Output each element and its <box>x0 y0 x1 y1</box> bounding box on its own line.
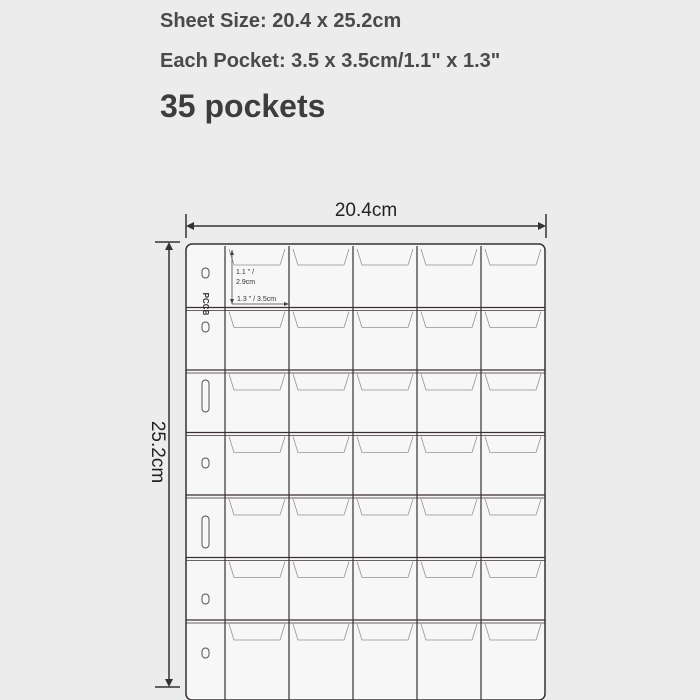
pocket-count-heading: 35 pockets <box>160 88 326 124</box>
height-dimension <box>147 242 180 687</box>
width-dimension <box>186 200 546 238</box>
sheet-size-text: Sheet Size: 20.4 x 25.2cm <box>160 10 402 32</box>
brand-text: PCCB <box>201 292 210 316</box>
height-arrow-down-icon <box>165 679 173 687</box>
sheet-outline <box>186 244 545 700</box>
pocket-width-label: 1.3 " / 3.5cm <box>237 296 277 303</box>
pocket-size-text: Each Pocket: 3.5 x 3.5cm/1.1" x 1.3" <box>160 50 501 72</box>
width-arrow-left-icon <box>186 222 194 230</box>
height-label: 25.2cm <box>147 420 168 484</box>
pocket-height-label-top: 1.1 " / <box>236 269 255 276</box>
height-arrow-up-icon <box>165 242 173 250</box>
pocket-height-label-bottom: 2.9cm <box>236 279 256 286</box>
width-label: 20.4cm <box>334 200 398 221</box>
width-arrow-right-icon <box>538 222 546 230</box>
